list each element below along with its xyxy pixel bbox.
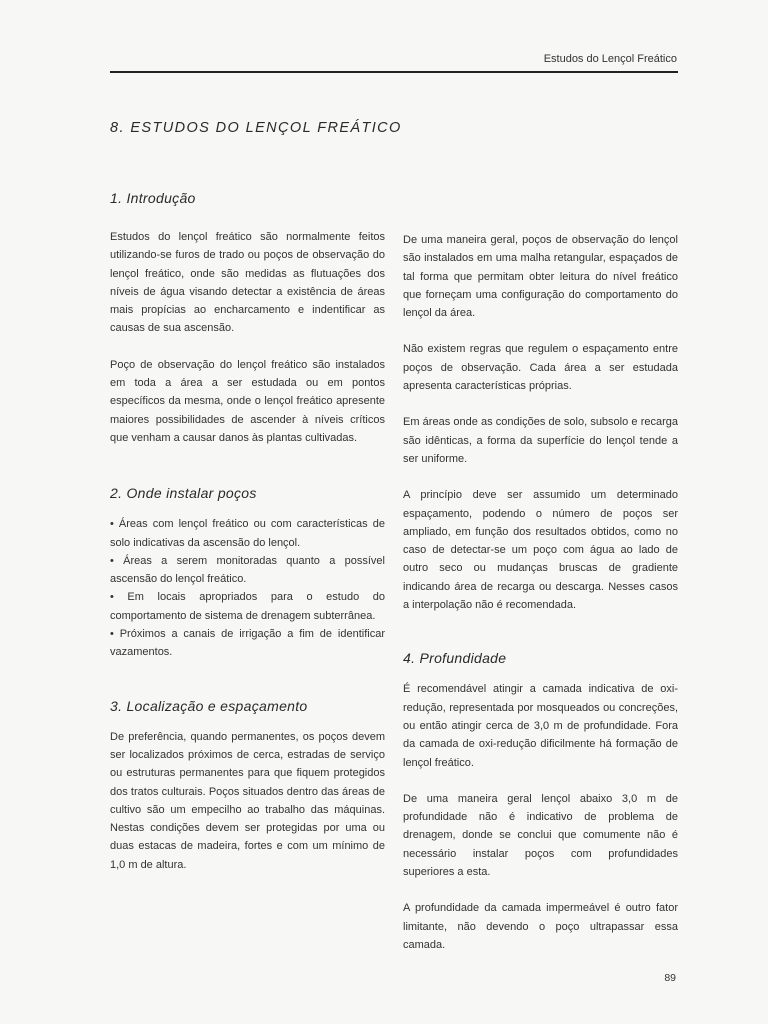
paragraph: Em áreas onde as condições de solo, subsolo e recarga são idênticas, a forma da superfície do lençol tende a ser uniforme. [403,416,678,465]
paragraph: A princípio deve ser assumido um determinado espaçamento, podendo o número de poços ser ampliado, em função dos resultados obtidos, como no caso de detectar-se um poço com água ao lado de outro seco ou mudanças bruscas de gradiente indicando área de recarga ou descarga. Nesses casos a interpolação não é recomendada. [403,489,678,612]
paragraph: De uma maneira geral lençol abaixo 3,0 m de profundidade não é indicativo de problema de drenagem, donde se conclui que comumente não é necessário instalar poços com profundidades superiores a esta. [403,792,678,879]
left-column [110,190,385,874]
bullet-item: • Áreas com lençol freático ou com características de solo indicativas da ascensão do lençol. [110,518,385,549]
paragraph: Poço de observação do lençol freático são instalados em toda a área a ser estudada ou em pontos específicos da mesma, onde o lençol freático apresente maiores possibilidades de ascender à níveis críticos que venham a causar danos às plantas cultivadas. [110,358,385,444]
bullet-item: • Próximos a canais de irrigação a fim de identificar vazamentos. [110,628,385,659]
bullet-item: • Áreas a serem monitoradas quanto a possível ascensão do lençol freático. [110,554,385,586]
section-heading-profundidade: 4. Profundidade [403,650,507,667]
bullet-item: • Em locais apropriados para o estudo do comportamento de sistema de drenagem subterrânea. [110,591,385,622]
paragraph: É recomendável atingir a camada indicativa de oxi-redução, representada por mosqueados ou concreções, ou então atingir cerca de 3,0 m de profundidade. Fora da camada de oxi-redução dificilmente há formação de lençol freático. [403,683,678,769]
section-heading-onde-instalar: 2. Onde instalar poços [110,485,257,502]
paragraph: A profundidade da camada impermeável é outro fator limitante, não devendo o poço ultrapassar essa camada. [403,902,678,951]
paragraph: De uma maneira geral, poços de observação do lençol são instalados em uma malha retangular, espaçados de tal forma que permitam obter leitura do nível freático que forneçam uma configuração do comportamento do lençol da área. [403,234,678,320]
page-number: 89 [664,972,676,984]
header-rule [110,71,678,73]
section-heading-localizacao: 3. Localização e espaçamento [110,697,308,714]
section-heading-introducao: 1. Introdução [110,190,196,206]
chapter-title: 8. ESTUDOS DO LENÇOL FREÁTICO [110,120,402,136]
paragraph: De preferência, quando permanentes, os poços devem ser localizados próximos de cerca, estradas de serviço ou estruturas permanentes para que fiquem protegidos dos tratos culturais. Poços situados dentro das áreas de cultivo são um empecilho ao trabalho das máquinas. Nestas condições devem ser protegidas por uma ou duas estacas de madeira, fortes e com um mínimo de 1,0 m de altura. [110,730,385,871]
running-head: Estudos do Lençol Freático [543,53,677,65]
paragraph: Estudos do lençol freático são normalmente feitos utilizando-se furos de trado ou poços de observação do lençol freático, onde são medidas as flutuações dos níveis de água visando detectar a existência de áreas mais propícias ao encharcamento e indentificar as causas de sua ascensão. [110,231,385,335]
right-column [403,231,678,954]
paragraph: Não existem regras que regulem o espaçamento entre poços de observação. Cada área a ser estudada apresenta características próprias. [403,343,678,393]
